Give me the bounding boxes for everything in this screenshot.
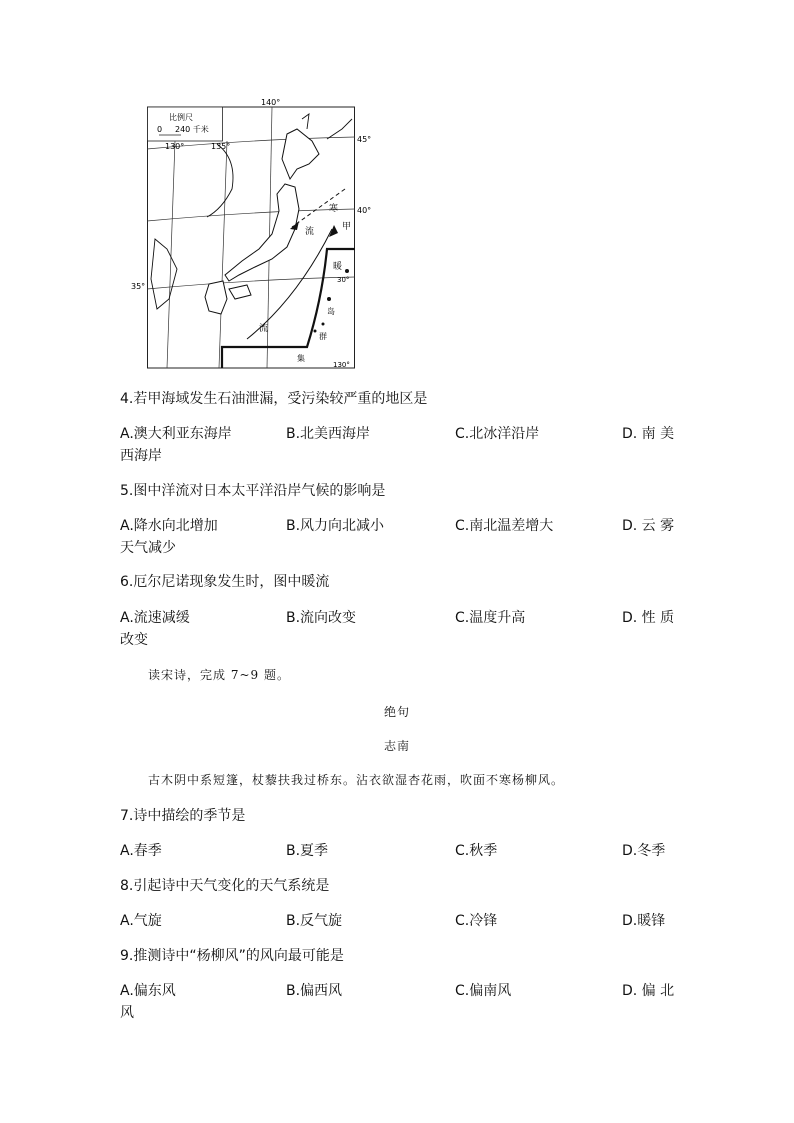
- question-9-stem: 9.推测诗中“杨柳风”的风向最可能是: [120, 948, 344, 964]
- q5-option-d[interactable]: D. 云 雾: [622, 518, 675, 534]
- lon-135-line: [219, 141, 227, 368]
- kuril: [327, 119, 352, 139]
- label-nuan: 暖: [333, 262, 343, 272]
- q6-option-d[interactable]: D. 性 质: [622, 610, 675, 626]
- lon-130-line: [167, 141, 175, 368]
- q8-option-b[interactable]: B.反气旋: [286, 913, 343, 929]
- q4-option-b[interactable]: B.北美西海岸: [286, 426, 371, 442]
- q5-option-a[interactable]: A.降水向北增加: [120, 518, 218, 534]
- q5-option-b[interactable]: B.风力向北减小: [286, 518, 385, 534]
- lat-35-label: 35°: [131, 282, 146, 291]
- korean-coast: [151, 239, 177, 309]
- q6-option-a[interactable]: A.流速减缓: [120, 610, 190, 626]
- question-8-stem: 8.引起诗中天气变化的天气系统是: [120, 878, 330, 894]
- q4-option-c[interactable]: C.北冰洋沿岸: [455, 426, 540, 442]
- lon-135-label: 135°: [211, 142, 231, 151]
- mainland-coast: [207, 144, 233, 217]
- label-han: 寒: [329, 204, 339, 214]
- q4-option-d-wrap: 西海岸: [120, 448, 162, 464]
- q6-option-b[interactable]: B.流向改变: [286, 610, 357, 626]
- q7-option-a[interactable]: A.春季: [120, 843, 162, 859]
- lon-140-label: 140°: [261, 98, 281, 107]
- q6-option-d-wrap: 改变: [120, 632, 148, 648]
- q7-option-c[interactable]: C.秋季: [455, 843, 498, 859]
- lat-40-label: 40°: [357, 206, 372, 215]
- question-5-stem: 5.图中洋流对日本太平洋沿岸气候的影响是: [120, 483, 386, 499]
- q9-option-c[interactable]: C.偏南风: [455, 983, 512, 999]
- lat-40-line: [147, 209, 355, 221]
- q7-option-d[interactable]: D.冬季: [622, 843, 666, 859]
- japan-ocean-current-map: [131, 98, 372, 369]
- q9-option-a[interactable]: A.偏东风: [120, 983, 176, 999]
- question-6-stem: 6.厄尔尼诺现象发生时，图中暖流: [120, 574, 330, 590]
- lat-45-label: 45°: [357, 135, 372, 144]
- lon-130-label: 130°: [165, 142, 185, 151]
- scale-zero: 0: [157, 125, 163, 134]
- q8-option-a[interactable]: A.气旋: [120, 913, 162, 929]
- label-qun: 群: [319, 332, 327, 341]
- q5-option-c[interactable]: C.南北温差增大: [455, 518, 554, 534]
- poem-author: 志南: [384, 739, 411, 753]
- scale-value: 240 千米: [175, 125, 209, 134]
- warm-current-path: [247, 229, 332, 339]
- q7-option-b[interactable]: B.夏季: [286, 843, 329, 859]
- poem-intro: 读宋诗，完成 7~9 题。: [148, 668, 290, 682]
- hokkaido: [282, 129, 319, 179]
- question-4-stem: 4.若甲海域发生石油泄漏，受污染较严重的地区是: [120, 391, 428, 407]
- q9-option-d-wrap: 风: [120, 1005, 134, 1021]
- honshu: [225, 184, 299, 281]
- q6-option-c[interactable]: C.温度升高: [455, 610, 526, 626]
- shikoku: [229, 285, 251, 299]
- poem-title: 绝句: [384, 705, 411, 719]
- lat-30-label: 30°: [337, 276, 350, 284]
- sakhalin: [302, 114, 309, 129]
- q9-option-b[interactable]: B.偏西风: [286, 983, 343, 999]
- q5-option-d-wrap: 天气减少: [120, 540, 176, 556]
- q8-option-d[interactable]: D.暖锋: [622, 913, 666, 929]
- scale-label: 比例尺: [169, 113, 193, 122]
- label-dao: 岛: [327, 307, 335, 316]
- kyushu: [205, 281, 227, 314]
- q8-option-c[interactable]: C.冷锋: [455, 913, 498, 929]
- q4-option-a[interactable]: A.澳大利亚东海岸: [120, 426, 232, 442]
- label-ji: 集: [297, 354, 305, 363]
- label-liu-warm: 流: [259, 324, 269, 334]
- question-7-stem: 7.诗中描绘的季节是: [120, 808, 246, 824]
- label-jia: 甲: [342, 222, 352, 232]
- poem-text: 古木阴中系短篷，杖藜扶我过桥东。沾衣欲湿杏花雨，吹面不寒杨柳风。: [148, 773, 565, 787]
- warm-current-arrow: [329, 225, 338, 237]
- label-liu-cold: 流: [305, 227, 315, 237]
- q9-option-d[interactable]: D. 偏 北: [622, 983, 675, 999]
- q4-option-d[interactable]: D. 南 美: [622, 426, 675, 442]
- lon-130-bottom-label: 130°: [333, 361, 350, 369]
